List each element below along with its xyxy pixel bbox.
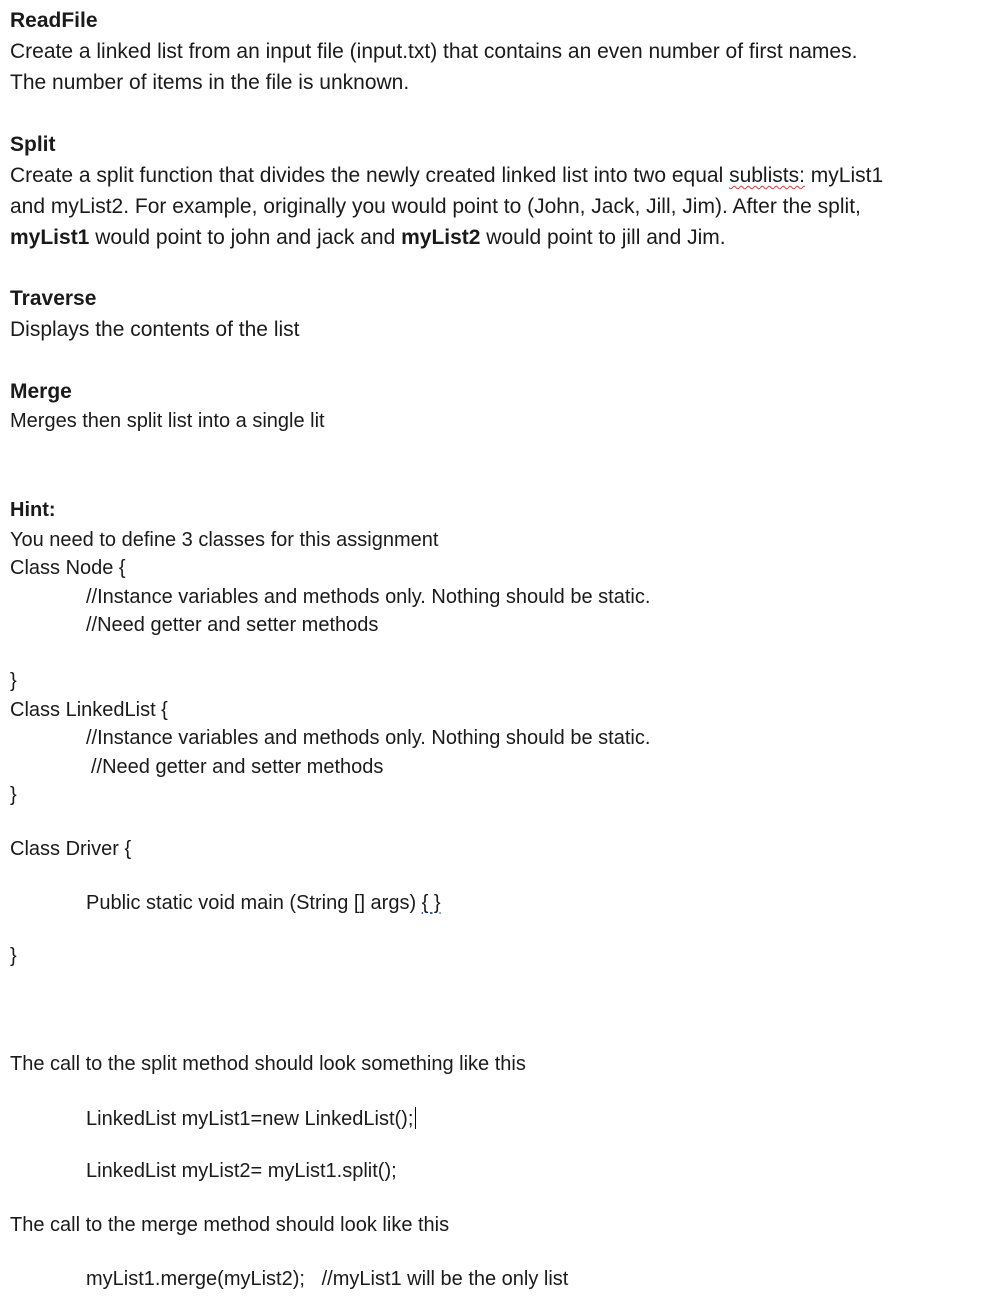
traverse-heading: Traverse (10, 287, 97, 310)
merge-heading: Merge (10, 380, 72, 403)
merge-call-code: myList1.merge(myList2); //myList1 will be the only list (86, 1268, 569, 1290)
mylist2-bold: myList2 (401, 226, 481, 249)
class-linkedlist-open: Class LinkedList { (10, 699, 168, 721)
split-line-3-end: would point to jill and Jim. (480, 226, 726, 249)
hint-intro: You need to define 3 classes for this assignment (10, 529, 439, 551)
class-driver-close: } (10, 945, 17, 967)
split-line-2: and myList2. For example, originally you would point to (John, Jack, Jill, Jim). After the split, (10, 195, 861, 218)
merge-line-1: Merges then split list into a single lit (10, 410, 325, 432)
driver-main-signature: Public static void main (String [] args) (86, 892, 422, 914)
class-node-comment-1: //Instance variables and methods only. Nothing should be static. (86, 586, 651, 608)
split-line-3 (10, 227, 726, 248)
mylist1-bold: myList1 (10, 226, 90, 249)
split-call-code-2: LinkedList myList2= myList1.split(); (86, 1160, 397, 1182)
split-line-1-end: myList1 (804, 164, 884, 187)
text-cursor (415, 1107, 416, 1129)
driver-main-braces: { } (421, 892, 441, 914)
split-line-3-mid: would point to john and jack and (89, 226, 402, 249)
driver-main-line (86, 893, 441, 913)
split-heading: Split (10, 133, 56, 156)
spellcheck-word: sublists: (729, 164, 805, 187)
class-driver-open: Class Driver { (10, 838, 132, 860)
readfile-heading: ReadFile (10, 9, 98, 32)
split-call-code-1 (86, 1107, 416, 1129)
split-line-1 (10, 165, 883, 186)
class-node-close: } (10, 670, 17, 692)
class-node-comment-2: //Need getter and setter methods (86, 614, 379, 636)
class-linkedlist-close: } (10, 784, 17, 806)
class-linkedlist-comment-2: //Need getter and setter methods (91, 756, 384, 778)
class-linkedlist-comment-1: //Instance variables and methods only. Nothing should be static. (86, 727, 651, 749)
split-line-1-text: Create a split function that divides the newly created linked list into two equal (10, 164, 730, 187)
merge-call-intro: The call to the merge method should look like this (10, 1214, 450, 1236)
class-node-open: Class Node { (10, 557, 126, 579)
split-call-intro: The call to the split method should look something like this (10, 1053, 526, 1075)
split-call-code-1-text: LinkedList myList1=new LinkedList(); (86, 1108, 414, 1130)
readfile-line-1: Create a linked list from an input file (input.txt) that contains an even number of first names. (10, 40, 858, 63)
traverse-line-1: Displays the contents of the list (10, 318, 300, 341)
readfile-line-2: The number of items in the file is unknown. (10, 71, 410, 94)
hint-heading: Hint: (10, 499, 56, 521)
